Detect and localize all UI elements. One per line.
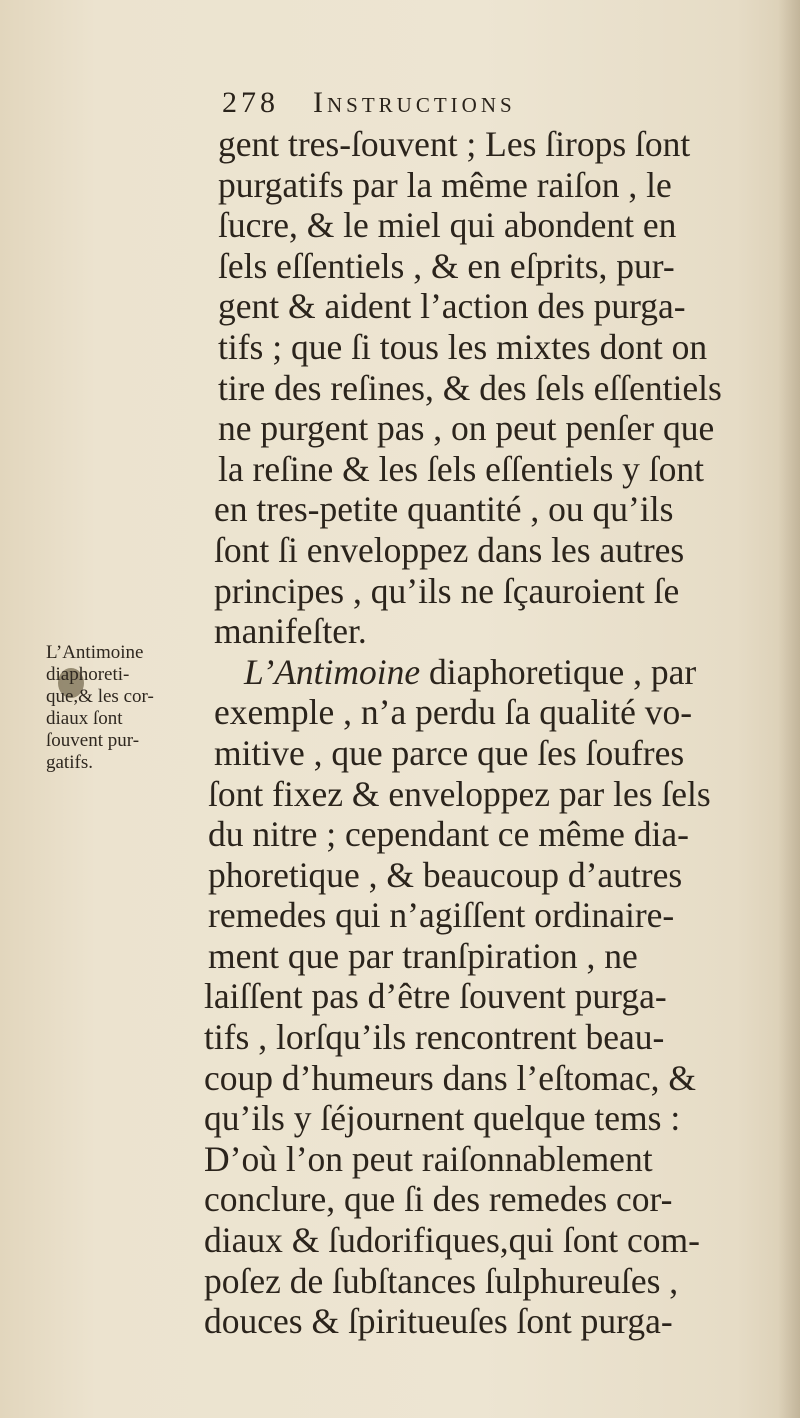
text-line: ment que par tranſpiration , ne [208,935,638,976]
text-line: gent & aident l’action des purga- [218,286,686,327]
margin-line: diaux ſont [46,708,123,729]
running-title: Instructions [313,86,516,119]
text-line: mitive , que parce que ſes ſoufres [214,732,685,773]
text-line: diaux & ſudorifiques,qui ſont com- [204,1220,700,1261]
text-line: ſucre, & le miel qui abondent en [218,205,677,246]
main-text [204,124,744,1342]
text-line: du nitre ; cependant ce même dia- [208,814,690,855]
text-line: tire des reſines, & des ſels eſſentiels [218,367,722,408]
text-line: D’où l’on peut raiſonnablement [204,1138,653,1179]
margin-line: L’Antimoine [46,642,144,663]
text-line: en tres-petite quantité , ou qu’ils [214,489,674,530]
text-line: conclure, que ſi des remedes cor- [204,1179,673,1220]
text-line: tifs , lorſqu’ils rencontrent beau- [204,1017,665,1058]
page-edge-shadow [778,0,800,1418]
text-line: exemple , n’a perdu ſa qualité vo- [214,692,693,733]
text-fragment: diaphoretique , par [420,651,697,692]
text-line: principes , qu’ils ne ſçauroient ſe [214,570,680,611]
text-line: ſont fixez & enveloppez par les ſels [208,773,711,814]
text-line: gent tres-ſouvent ; Les ſirops ſont [218,124,691,164]
margin-line: diaphoreti- [46,664,130,685]
text-line: ſont ſi enveloppez dans les autres [214,529,685,570]
text-line: poſez de ſubſtances ſulphureuſes , [204,1260,679,1301]
text-line: purgatifs par la même raiſon , le [218,164,672,205]
text-line: qu’ils y ſéjournent quelque tems : [204,1098,681,1139]
paragraph-start [204,652,744,693]
margin-note [46,642,211,774]
text-line: phoretique , & beaucoup d’autres [208,854,683,895]
text-line: la reſine & les ſels eſſentiels y ſont [218,448,705,489]
page-number: 278 [222,86,279,119]
italic-term: L’Antimoine [244,651,421,692]
text-line: ſels eſſentiels , & en eſprits, pur- [218,245,675,286]
text-line: laiſſent pas d’être ſouvent purga- [204,976,667,1017]
text-line: ne purgent pas , on peut penſer que [218,408,715,449]
text-line: douces & ſpiritueuſes ſont purga- [204,1301,673,1342]
margin-line: gatifs. [46,752,93,773]
text-line: manifeſter. [214,611,367,652]
running-header [222,86,742,126]
text-line: coup d’humeurs dans l’eſtomac, & [204,1057,696,1098]
margin-line: ſouvent pur- [46,730,140,751]
text-line: tifs ; que ſi tous les mixtes dont on [218,326,708,367]
margin-line: que,& les cor- [46,686,154,707]
text-line: remedes qui n’agiſſent ordinaire- [208,895,675,936]
